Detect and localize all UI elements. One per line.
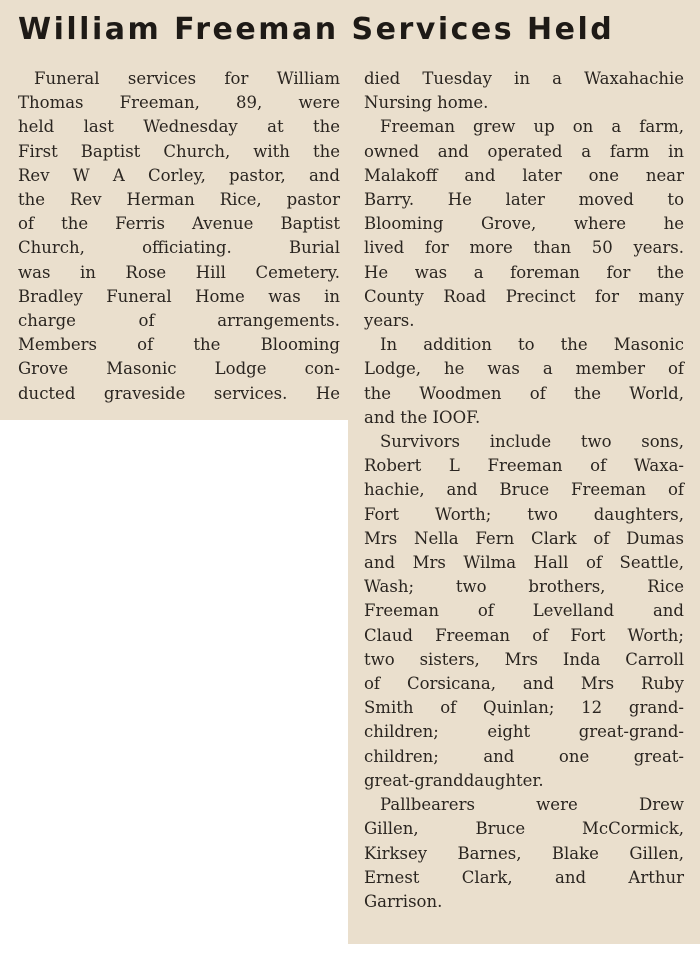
text-line: Funeral services for William	[34, 69, 340, 88]
text-line: Freeman of Levelland and	[364, 601, 684, 621]
clipping-bottom-edge	[348, 944, 700, 954]
text-line: Survivors include two sons,	[380, 432, 684, 452]
text-line: hachie, and Bruce Freeman of	[364, 480, 684, 500]
text-line: Grove Masonic Lodge con-	[18, 359, 340, 379]
text-line: Thomas Freeman, 89, were	[18, 93, 340, 113]
text-line: children; eight great-grand-	[364, 722, 684, 742]
text-line: Rev W A Corley, pastor, and	[18, 165, 340, 185]
text-line: Claud Freeman of Fort Worth;	[364, 625, 684, 645]
text-line: Blooming Grove, where he	[364, 214, 684, 234]
text-line: Kirksey Barnes, Blake Gillen,	[364, 843, 684, 863]
text-line: Bradley Funeral Home was in	[18, 286, 340, 306]
text-line: Smith of Quinlan; 12 grand-	[364, 698, 684, 718]
text-line: He was a foreman for the	[364, 262, 684, 282]
text-line: County Road Precinct for many	[364, 286, 684, 306]
text-line: Barry. He later moved to	[364, 190, 684, 210]
text-line: ducted graveside services. He	[18, 383, 340, 403]
text-line: of the Ferris Avenue Baptist	[18, 214, 340, 234]
text-line: years.	[364, 311, 415, 331]
text-line: charge of arrangements.	[18, 311, 340, 331]
text-line: Garrison.	[364, 891, 443, 911]
text-line: and Mrs Wilma Hall of Seattle,	[364, 553, 684, 573]
text-line: Lodge, he was a member of	[364, 359, 684, 379]
text-line: Mrs Nella Fern Clark of Dumas	[364, 528, 684, 548]
text-line: Gillen, Bruce McCormick,	[364, 819, 684, 839]
text-line: the Woodmen of the World,	[364, 383, 684, 403]
text-line: Church, officiating. Burial	[18, 238, 340, 258]
text-line: the Rev Herman Rice, pastor	[18, 190, 340, 210]
text-line: Wash; two brothers, Rice	[364, 577, 684, 597]
text-line: died Tuesday in a Waxahachie	[364, 69, 684, 88]
text-line: Ernest Clark, and Arthur	[364, 867, 684, 887]
article-left-column	[18, 67, 340, 406]
text-line: great-granddaughter.	[364, 770, 544, 790]
text-line: In addition to the Masonic	[380, 335, 684, 355]
text-line: owned and operated a farm in	[364, 141, 684, 161]
text-line: of Corsicana, and Mrs Ruby	[364, 674, 684, 694]
text-line: Freeman grew up on a farm,	[380, 117, 684, 137]
text-line: Malakoff and later one near	[364, 165, 684, 185]
text-line: Nursing home.	[364, 93, 489, 113]
text-line: two sisters, Mrs Inda Carroll	[364, 649, 684, 669]
text-line: lived for more than 50 years.	[364, 238, 684, 258]
text-line: Pallbearers were Drew	[380, 795, 684, 815]
text-line: held last Wednesday at the	[18, 117, 340, 137]
text-line: and the IOOF.	[364, 407, 481, 427]
text-line: children; and one great-	[364, 746, 684, 766]
text-line: was in Rose Hill Cemetery.	[18, 262, 340, 282]
text-line: Robert L Freeman of Waxa-	[364, 456, 684, 476]
text-line: First Baptist Church, with the	[18, 141, 340, 161]
text-line: Fort Worth; two daughters,	[364, 504, 684, 524]
article-headline: William Freeman Services Held	[18, 12, 615, 47]
text-line: Members of the Blooming	[18, 335, 340, 355]
article-right-column	[364, 67, 684, 914]
